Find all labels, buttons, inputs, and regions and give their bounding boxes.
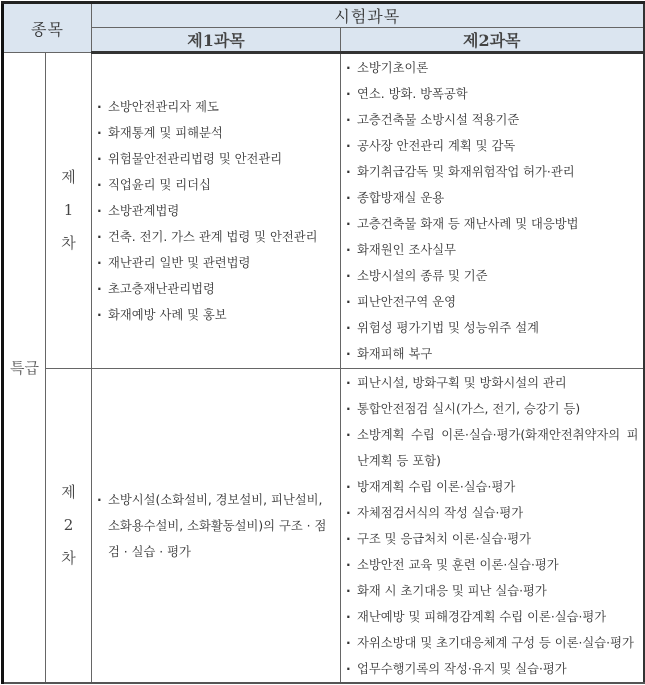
list-item: · 구조 및 응급처치 이론·실습·평가 [345, 526, 639, 552]
list-item: · 피난시설, 방화구획 및 방화시설의 관리 [345, 370, 639, 396]
list-item: · 직업윤리 및 리더십 [96, 172, 336, 198]
list-item: · 소방시설(소화설비, 경보설비, 피난설비, 소화용수설비, 소화활동설비)의 구조 · 점검 · 실습 · 평가 [96, 487, 336, 565]
list-item: · 위험성 평가기법 및 성능위주 설계 [345, 315, 639, 341]
grade-cell: 특급 [3, 53, 46, 684]
header-subjects: 시험과목 [92, 3, 644, 28]
subject-list [341, 55, 643, 367]
round-char: 제 [61, 168, 76, 186]
list-item: · 피난안전구역 운영 [345, 289, 639, 315]
exam-subjects-table [1, 1, 645, 684]
list-item: · 고층건축물 소방시설 적용기준 [345, 107, 639, 133]
list-item: · 소방계획 수립 이론·실습·평가(화재안전취약자의 피난계획 등 포함) [345, 422, 639, 474]
round-char: 차 [61, 549, 76, 567]
list-item: · 업무수행기록의 작성·유지 및 실습·평가 [345, 656, 639, 682]
header-row-2 [3, 28, 644, 53]
round-1-subject-1 [92, 53, 341, 369]
list-item: · 화재원인 조사실무 [345, 237, 639, 263]
list-item: · 소방안전 교육 및 훈련 이론·실습·평가 [345, 552, 639, 578]
subject-list [92, 487, 340, 565]
list-item: · 소방관계법령 [96, 198, 336, 224]
header-kind: 종목 [3, 3, 92, 53]
list-item: · 종합방재실 운용 [345, 185, 639, 211]
list-item: · 자체점검서식의 작성 실습·평가 [345, 500, 639, 526]
list-item: · 연소. 방화. 방폭공학 [345, 81, 639, 107]
round-2-label [46, 369, 92, 684]
list-item: · 소방기초이론 [345, 55, 639, 81]
list-item: · 공사장 안전관리 계획 및 감독 [345, 133, 639, 159]
list-item: · 건축. 전기. 가스 관계 법령 및 안전관리 [96, 224, 336, 250]
list-item: · 화재 시 초기대응 및 피난 실습·평가 [345, 578, 639, 604]
list-item: · 고층건축물 화재 등 재난사례 및 대응방법 [345, 211, 639, 237]
round-1-row [3, 53, 644, 369]
list-item: · 통합안전점검 실시(가스, 전기, 승강기 등) [345, 396, 639, 422]
subject-list [341, 370, 643, 682]
round-char: 1 [63, 201, 74, 219]
list-item: · 화재예방 사례 및 홍보 [96, 302, 336, 328]
list-item: · 화기취급감독 및 화재위험작업 허가·관리 [345, 159, 639, 185]
round-2-subject-2 [341, 369, 644, 684]
list-item: · 재난관리 일반 및 관련법령 [96, 250, 336, 276]
list-item: · 방재계획 수립 이론·실습·평가 [345, 474, 639, 500]
list-item: · 소방안전관리자 제도 [96, 94, 336, 120]
list-item: · 자위소방대 및 초기대응체계 구성 등 이론·실습·평가 [345, 630, 639, 656]
round-1-label [46, 53, 92, 369]
header-row-1 [3, 3, 644, 28]
header-subject-2: 제2과목 [341, 28, 644, 53]
round-char: 2 [63, 516, 74, 534]
header-subject-1: 제1과목 [92, 28, 341, 53]
list-item: · 재난예방 및 피해경감계획 수립 이론·실습·평가 [345, 604, 639, 630]
round-char: 제 [61, 483, 76, 501]
round-2-row [3, 369, 644, 684]
list-item: · 위험물안전관리법령 및 안전관리 [96, 146, 336, 172]
round-2-subject-1 [92, 369, 341, 684]
list-item: · 화재통계 및 피해분석 [96, 120, 336, 146]
list-item: · 초고층재난관리법령 [96, 276, 336, 302]
list-item: · 화재피해 복구 [345, 341, 639, 367]
round-1-subject-2 [341, 53, 644, 369]
list-item: · 소방시설의 종류 및 기준 [345, 263, 639, 289]
subject-list [92, 94, 340, 328]
round-char: 차 [61, 234, 76, 252]
